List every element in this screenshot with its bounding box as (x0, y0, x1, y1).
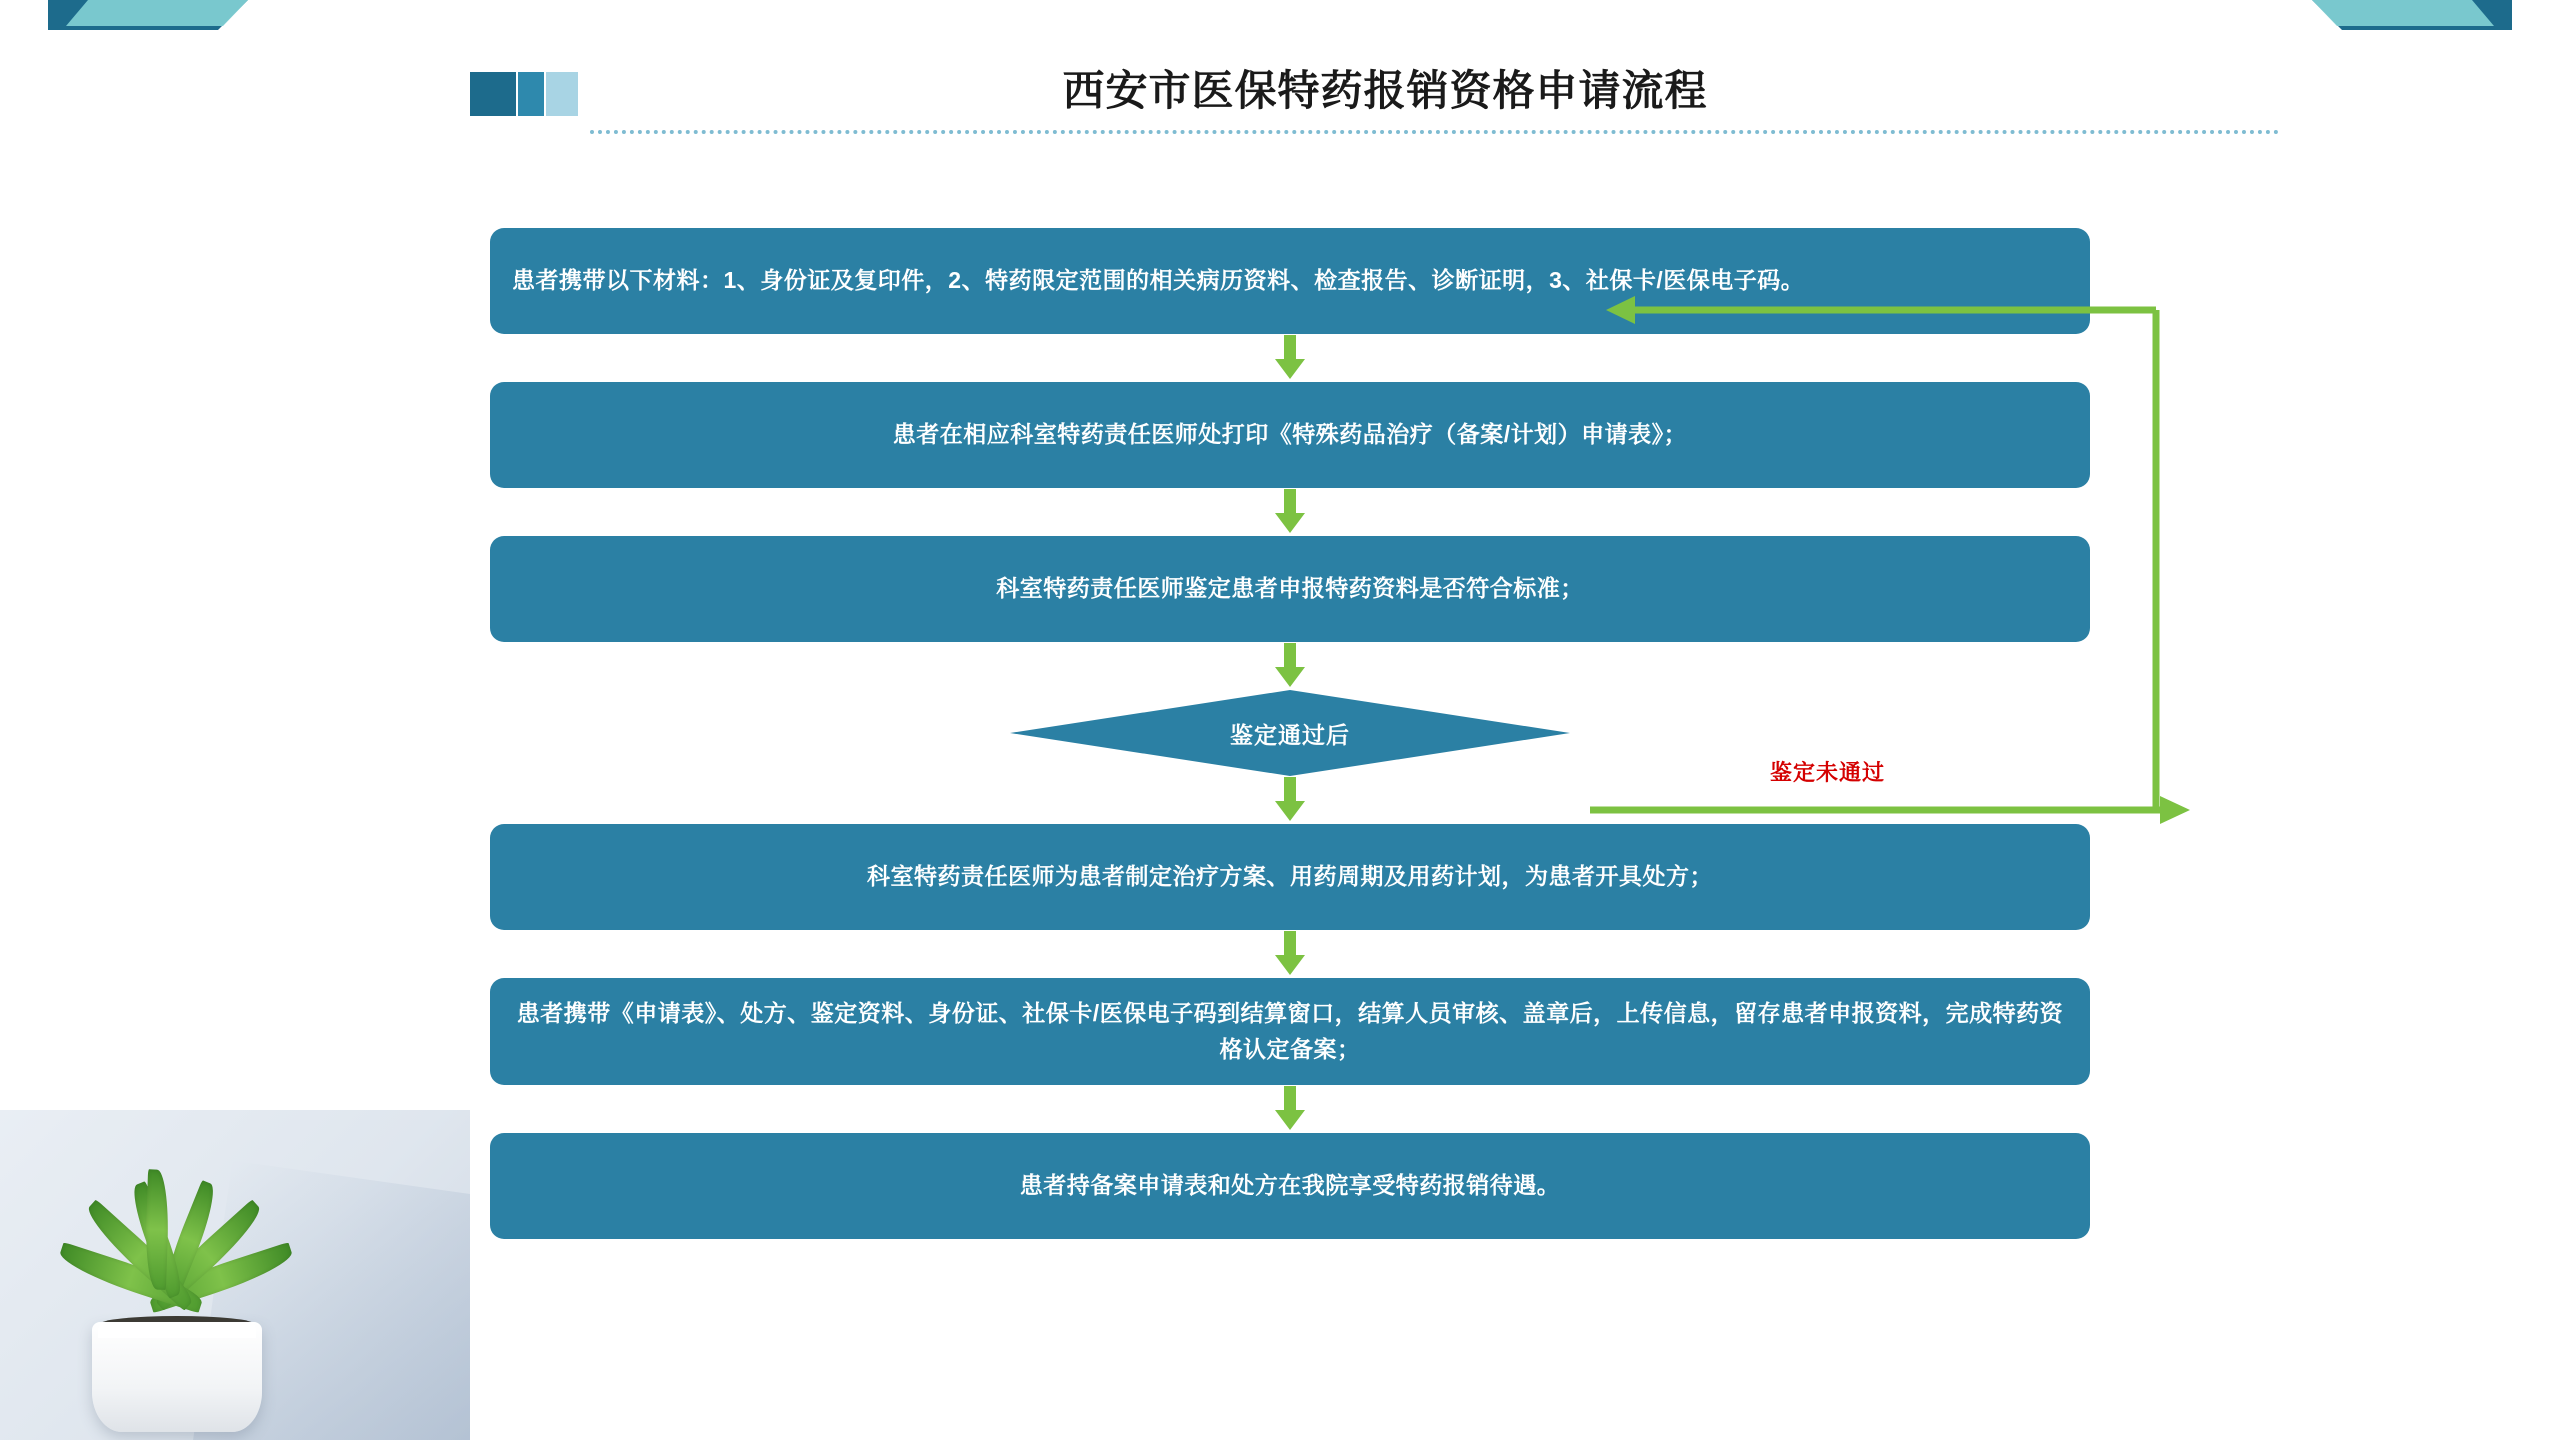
flow-node-print-form: 患者在相应科室特药责任医师处打印《特殊药品治疗（备案/计划）申请表》； (490, 382, 2090, 488)
flow-node-decision (1010, 690, 1570, 776)
decor-square-2 (518, 72, 544, 116)
decor-square-1 (470, 72, 516, 116)
decorative-plant-photo (0, 1110, 470, 1440)
flowchart (490, 228, 2090, 1239)
plant-pot (92, 1322, 262, 1432)
decor-square-3 (546, 72, 578, 116)
flow-node-review: 科室特药责任医师鉴定患者申报特药资料是否符合标准； (490, 536, 2090, 642)
flow-node-materials: 患者携带以下材料：1、身份证及复印件，2、特药限定范围的相关病历资料、检查报告、诊断证明，3、社保卡/医保电子码。 (490, 228, 2090, 334)
flow-node-settlement: 患者携带《申请表》、处方、鉴定资料、身份证、社保卡/医保电子码到结算窗口，结算人员审核、盖章后，上传信息，留存患者申报资料，完成特药资格认定备案； (490, 978, 2090, 1085)
flow-arrow-6 (490, 1085, 2090, 1133)
flow-arrow-3 (490, 642, 2090, 690)
flow-node-benefit: 患者持备案申请表和处方在我院享受特药报销待遇。 (490, 1133, 2090, 1239)
flow-arrow-5 (490, 930, 2090, 978)
ribbon-decoration-left (48, 0, 248, 56)
flow-arrow-1 (490, 334, 2090, 382)
flow-arrow-2 (490, 488, 2090, 536)
ribbon-decoration-right (2312, 0, 2512, 56)
title-block (470, 58, 2140, 138)
flow-reject-label: 鉴定未通过 (1770, 760, 1886, 785)
flow-decision-label: 鉴定通过后 (1230, 721, 1350, 748)
title-decor-squares (470, 72, 578, 116)
page-title: 西安市医保特药报销资格申请流程 (1062, 67, 1708, 114)
title-dotted-rule (590, 130, 2280, 134)
flow-node-plan: 科室特药责任医师为患者制定治疗方案、用药周期及用药计划，为患者开具处方； (490, 824, 2090, 930)
